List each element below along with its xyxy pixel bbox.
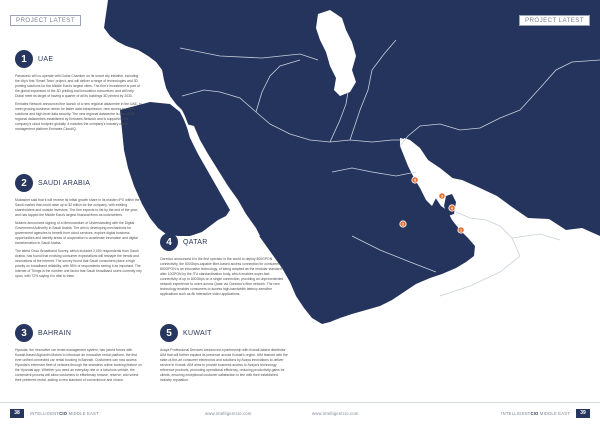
page-number-left: 38 (10, 409, 24, 418)
publication-brand: CIO (59, 411, 68, 416)
section-number-badge: 1 (15, 50, 33, 68)
section-qatar (160, 232, 288, 300)
section-header (160, 232, 288, 252)
website-link-left[interactable]: www.intelligentcio.com (205, 411, 252, 416)
section-number-badge: 3 (15, 324, 33, 342)
page-number-right: 39 (576, 409, 590, 418)
publication-prefix: INTELLIGENT (501, 411, 531, 416)
project-latest-tag-left: PROJECT LATEST (10, 15, 81, 26)
page-footer (0, 402, 600, 424)
section-header (160, 323, 288, 343)
section-saudi-arabia (15, 173, 143, 282)
map-marker-saudi-arabia (399, 220, 406, 227)
section-title: KUWAIT (183, 329, 212, 337)
section-title: BAHRAIN (38, 329, 72, 337)
map-marker-qatar (448, 204, 455, 211)
section-paragraph: The latest Cisco Broadband Survey, which included 2,000 respondents from Saudi Arabia, has found that evolving consumer expectations will reshape the trends and innovations of the internet. The survey found that Saudi consumers place a high priority on broadband reliability, with 95% of respondents seeing it as important. The Internet of Things is the number one factor that Saudi broadband users currently rely upon, with 72% saying it is vital to them. (15, 249, 142, 278)
section-paragraph: Hyundai, the innovative car rental management system, has joined forces with Kuwait-based Alghanim Motors to introduce an innovative rental platform, the first ever unified connected car rental booking in Bahrain. Customers can now access Hyundai’s extensive fleet of vehicles through the seamless online booking feature on the Hyundai app. Whether you need an everyday ride or a luxurious vehicle, the convenient process will allow customers to effortlessly browse, reserve, and select their preferred rental, adding a new standard of convenience and choice. (15, 348, 142, 382)
section-number-badge: 5 (160, 324, 178, 342)
section-header (15, 173, 143, 193)
section-title: QATAR (183, 238, 208, 246)
map-marker-label: 2 (402, 222, 404, 227)
section-paragraph: Nutanix announced signing of a Memorandum of Understanding with the Digital Government Authority in Saudi Arabia. The aim is developing mechanisms for government agencies to benefit from cloud services, explore digital business opportunities and identify areas of cooperation to accelerate innovation and digital transformation in Saudi Arabia. (15, 221, 138, 245)
section-number-badge: 2 (15, 174, 33, 192)
section-bahrain (15, 323, 143, 386)
publication-suffix: MIDDLE EAST (68, 411, 99, 416)
section-number-badge: 4 (160, 233, 178, 251)
section-uae (15, 49, 143, 135)
map-marker-label: 5 (414, 178, 416, 183)
section-header (15, 49, 143, 69)
map-marker-kuwait (411, 176, 418, 183)
map-marker-label: 4 (451, 206, 453, 211)
map-marker-label: 1 (460, 228, 462, 233)
publication-prefix: INTELLIGENT (30, 411, 60, 416)
section-paragraph: Avaya Professional Services announced a partnership with Kuwait-based distributor AIM that will further expand its presence across Kuwait’s region. AIM teamed with the state-of-the-art consumer electronics and solutions by Avaya innovations to deliver service in Kuwait. AIM aims to provide business access to Avaya’s technology reference products, promoting operational efficiency, reducing productivity gains for clients, ensuring exceptional customer satisfaction in line with their established industry reputation. (160, 348, 288, 382)
section-paragraph: Mubasher said that it will receive its initial growth share in its maiden IPO within the Saudi market that could raise up to $2 billion for the company, with existing shareholders and outside investors. The firm expects to list by the end of the year, and has tapped the Middle East’s largest financial firms as underwriters. (15, 198, 140, 217)
map-marker-bahrain (438, 192, 445, 199)
section-paragraph: Panasonic will co-operate with Dubai Chamber on its smart city initiative, including the city's first ‘Smart Town’ project, and will deliver a range of technologies and 3D printing solutions for the Middle East’s largest cities. The firm’s investment is part of the global expansion of the 3D printing and innovation consortium, and will help Dubai meet its target of having a quarter of all its buildings 3D printed by 2030. (15, 74, 140, 98)
section-title: UAE (38, 55, 54, 63)
project-latest-tag-right: PROJECT LATEST (519, 15, 590, 26)
section-title: SAUDI ARABIA (38, 179, 91, 187)
website-link-right[interactable]: www.intelligentcio.com (312, 411, 359, 416)
publication-name-left (30, 409, 99, 418)
publication-suffix: MIDDLE EAST (539, 411, 570, 416)
section-header (15, 323, 143, 343)
section-kuwait (160, 323, 288, 386)
map-marker-uae (457, 226, 464, 233)
publication-brand: CIO (530, 411, 539, 416)
map-marker-label: 3 (441, 194, 443, 199)
section-paragraph: Ooredoo announced it is the first operator in the world to deploy 800GPON connectivity, the 800Gbps-capable fibre-based access connection for consumers. 800GPON is an innovative technology, of being adopted as the modular standard after 10GPON by the ITU standardisation body, which enables super-fast connectivity of up to 800Gbps on a single connection, providing an unprecedented network experience to users across Qatar via Ooredoo’s fibre network. The new technology enables consumers to access high-bandwidth latency-sensitive applications such as 8k interactive video applications. (160, 257, 284, 296)
section-paragraph: Emirates Network announced the launch of a new regional datacentre in the UAE, to meet growing business needs for faster data transmission, new access to cloud solutions and high-level data security. The new regional datacentre is one of 18 regional datacentres established by Emirates Network and is supporting the company’s cloud footprint globally. It includes the company’s industry cloud management platform Emirates CloudIQ. (15, 102, 142, 131)
publication-name-right (501, 409, 570, 418)
